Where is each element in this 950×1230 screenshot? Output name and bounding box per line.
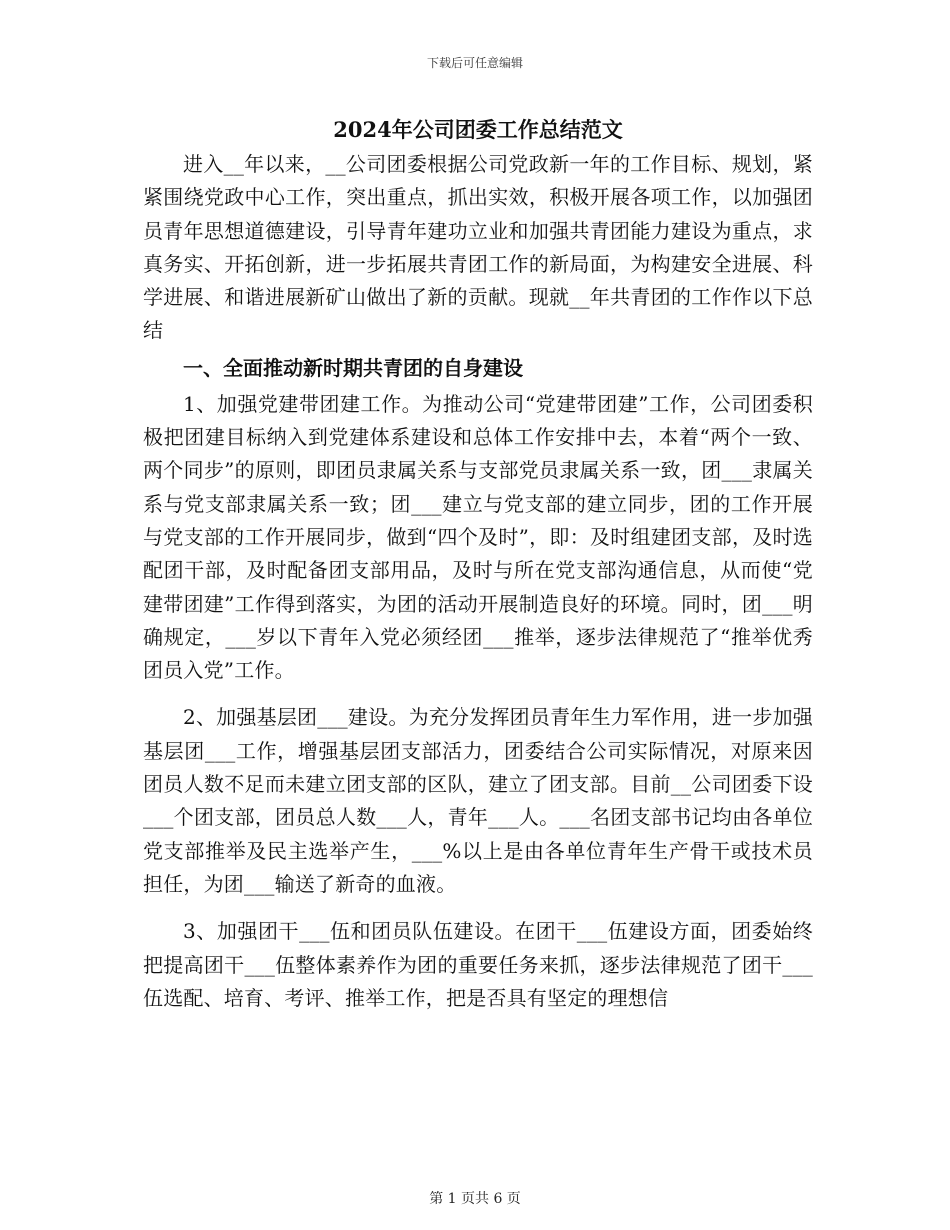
paragraph-item-3: 3、加强团干___伍和团员队伍建设。在团干___伍建设方面，团委始终把提高团干___伍整体素养作为团的重要任务来抓，逐步法律规范了团干___伍选配、培育、考评、推举工作，把是否具有坚定的理想信	[143, 919, 813, 1010]
page-number: 第 1 页共 6 页	[429, 1191, 521, 1207]
paragraph-item-1: 1、加强党建带团建工作。为推动公司“党建带团建”工作，公司团委积极把团建目标纳入到党建体系建设和总体工作安排中去，本着“两个一致、两个同步”的原则，即团员隶属关系与支部党员隶属关系一致，团___隶属关系与党支部隶属关系一致；团___建立与党支部的建立同步，团的工作开展与党支部的工作开展同步，做到“四个及时”，即：及时组建团支部，及时选配团干部，及时配备团支部用品，及时与所在党支部沟通信息，从而使“党建带团建”工作得到落实，为团的活动开展制造良好的环境。同时，团___明确规定，___岁以下青年入党必须经团___推举，逐步法律规范了“推举优秀团员入党”工作。	[143, 391, 813, 683]
section-heading: 一、全面推动新时期共青团的自身建设	[183, 355, 523, 380]
document-title: 2024年公司团委工作总结范文	[333, 117, 623, 142]
intro-paragraph: 进入__年以来，__公司团委根据公司党政新一年的工作目标、规划，紧紧围绕党政中心工作，突出重点，抓出实效，积极开展各项工作，以加强团员青年思想道德建设，引导青年建功立业和加强共青团能力建设为重点，求真务实、开拓创新，进一步拓展共青团工作的新局面，为构建安全进展、科学进展、和谐进展新矿山做出了新的贡献。现就__年共青团的工作作以下总结	[143, 152, 813, 343]
download-note: 下载后可任意编辑	[426, 56, 523, 70]
paragraph-item-2: 2、加强基层团___建设。为充分发挥团员青年生力军作用，进一步加强基层团___工作，增强基层团支部活力，团委结合公司实际情况，对原来因团员人数不足而未建立团支部的区队，建立了团支部。目前__公司团委下设___个团支部，团员总人数___人，青年___人。___名团支部书记均由各单位党支部推举及民主选举产生，___%以上是由各单位青年生产骨干或技术员担任，为团___输送了新奇的血液。	[143, 705, 813, 896]
document-page	[143, 112, 813, 1015]
